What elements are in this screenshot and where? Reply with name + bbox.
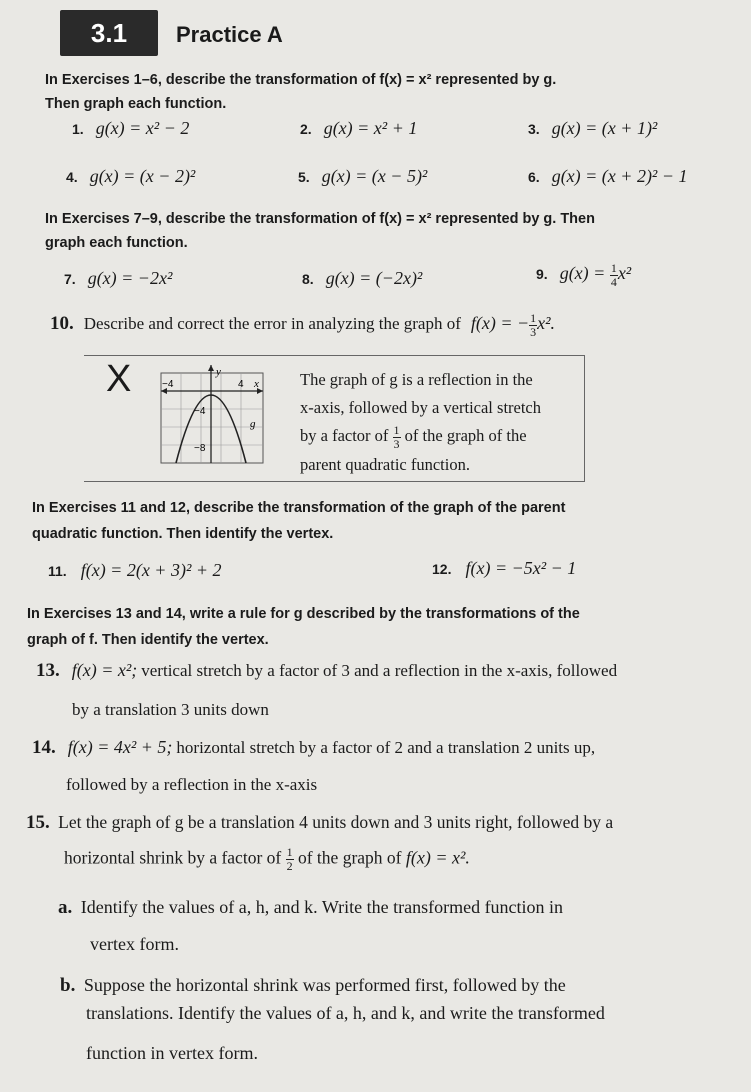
instructions-7-9-line2: graph each function.	[45, 235, 188, 251]
exercise-2	[300, 118, 417, 139]
exercise-expression-end: x².	[537, 313, 556, 334]
exercise-11	[48, 560, 222, 581]
exercise-number: 14.	[32, 737, 56, 758]
tick-label-neg4: −4	[162, 379, 174, 390]
exercise-1	[72, 118, 189, 139]
exercise-number: 9.	[536, 266, 548, 283]
exercise-6	[528, 166, 687, 187]
fraction	[529, 312, 537, 339]
fraction-numerator: 1	[530, 311, 537, 325]
exercise-expression-end: x²	[617, 263, 632, 284]
exercise-text: Let the graph of g be a translation 4 units down and 3 units right, followed by a	[58, 812, 614, 832]
tick-label-4: 4	[238, 379, 244, 390]
part-text: Suppose the horizontal shrink was performed first, followed by the	[83, 975, 566, 995]
instructions-13-14-line1: In Exercises 13 and 14, write a rule for g described by the transformations of the	[27, 606, 580, 622]
exercise-8	[302, 268, 422, 289]
tick-label-neg4-y: −4	[194, 406, 206, 417]
exercise-expression: f(x) = x²;	[71, 660, 138, 680]
error-explanation	[300, 366, 580, 479]
error-line-4: parent quadratic function.	[300, 454, 470, 474]
exercise-number: 2.	[300, 121, 312, 137]
exercise-expression: g(x) = (−2x)²	[325, 268, 423, 288]
exercise-number: 13.	[36, 660, 60, 681]
instructions-1-6-line2: Then graph each function.	[45, 96, 227, 112]
exercise-7	[64, 268, 172, 289]
exercise-number: 11.	[48, 563, 67, 579]
exercise-15b-line3: function in vertex form.	[86, 1043, 258, 1063]
fraction-denominator: 3	[530, 325, 537, 339]
exercise-expression: g(x) = (x + 1)²	[551, 118, 658, 138]
fraction	[286, 846, 294, 873]
exercise-14	[32, 737, 595, 759]
exercise-10	[50, 312, 555, 339]
fraction	[610, 262, 618, 289]
exercise-expression: g(x) = −2x²	[87, 268, 173, 288]
curve-label-g: g	[250, 418, 256, 430]
instructions-11-12-line1: In Exercises 11 and 12, describe the transformation of the graph of the parent	[32, 500, 566, 516]
instructions-1-6-line1: In Exercises 1–6, describe the transformation of f(x) = x² represented by g.	[45, 72, 557, 88]
part-label: a.	[58, 897, 73, 918]
exercise-number: 7.	[64, 271, 76, 287]
fraction-numerator: 1	[610, 261, 617, 275]
exercise-12	[432, 558, 576, 579]
error-line-3-end: of the graph of the	[404, 426, 527, 445]
error-mark-icon: X	[106, 358, 132, 400]
error-line-3	[300, 422, 580, 451]
instructions-11-12-line2: quadratic function. Then identify the vertex.	[32, 526, 334, 542]
exercise-expression-start: f(x) = −	[470, 313, 530, 334]
exercise-expression: f(x) = 2(x + 3)² + 2	[80, 560, 222, 580]
y-axis-label: y	[216, 366, 221, 378]
exercise-5	[298, 166, 427, 187]
exercise-number: 3.	[528, 121, 540, 137]
exercise-expression: f(x) = 4x² + 5;	[67, 737, 173, 757]
exercise-text-start: horizontal shrink by a factor of	[64, 847, 282, 868]
exercise-expression: g(x) = x² + 1	[323, 118, 418, 138]
fraction-denominator: 3	[393, 436, 400, 451]
exercise-4	[66, 166, 195, 187]
exercise-15	[26, 812, 613, 834]
fraction	[393, 424, 401, 451]
exercise-expression: g(x) = x² − 2	[95, 118, 190, 138]
exercise-3	[528, 118, 657, 139]
error-line-1: The graph of g is a reflection in the	[300, 370, 533, 389]
instructions-13-14-line2: graph of f. Then identify the vertex.	[27, 632, 269, 648]
error-line-3-start: by a factor of	[300, 426, 389, 445]
page-title: Practice A	[176, 22, 283, 47]
exercise-text: horizontal stretch by a factor of 2 and a translation 2 units up,	[176, 738, 596, 757]
exercise-number: 6.	[528, 169, 540, 185]
exercise-number: 4.	[66, 169, 78, 185]
exercise-15a-continued: vertex form.	[90, 934, 179, 954]
exercise-text-end: of the graph of	[297, 847, 402, 868]
error-graph	[158, 365, 268, 465]
x-axis-label: x	[254, 378, 259, 390]
exercise-expression: g(x) = (x + 2)² − 1	[551, 166, 688, 186]
exercise-number: 1.	[72, 121, 84, 137]
tick-label-neg8-y: −8	[194, 443, 206, 454]
section-number-badge: 3.1	[60, 10, 158, 56]
exercise-expression-start: g(x) =	[559, 263, 610, 284]
exercise-text: Describe and correct the error in analyzing the graph of	[83, 314, 461, 334]
exercise-number: 15.	[26, 812, 50, 833]
part-label: b.	[60, 975, 76, 996]
exercise-15b	[60, 975, 566, 997]
exercise-expression: g(x) = (x − 2)²	[89, 166, 196, 186]
exercise-15a	[58, 897, 563, 919]
exercise-expression: f(x) = −5x² − 1	[465, 558, 577, 578]
exercise-number: 5.	[298, 169, 310, 185]
exercise-number: 12.	[432, 561, 452, 577]
exercise-15b-line2: translations. Identify the values of a, h, and k, and write the transformed	[86, 1003, 605, 1023]
part-text: Identify the values of a, h, and k. Write the transformed function in	[80, 897, 564, 917]
exercise-number: 8.	[302, 271, 314, 287]
error-line-2: x-axis, followed by a vertical stretch	[300, 398, 541, 417]
exercise-text: vertical stretch by a factor of 3 and a reflection in the x-axis, followed	[141, 661, 618, 680]
fraction-denominator: 2	[286, 859, 293, 873]
exercise-14-continued: followed by a reflection in the x-axis	[66, 775, 318, 794]
exercise-number: 10.	[50, 313, 74, 335]
exercise-expression: g(x) = (x − 5)²	[321, 166, 428, 186]
exercise-9	[536, 262, 631, 289]
fraction-numerator: 1	[393, 422, 400, 437]
instructions-7-9-line1: In Exercises 7–9, describe the transformation of f(x) = x² represented by g. Then	[45, 211, 595, 227]
fraction-denominator: 4	[610, 275, 617, 289]
exercise-expression: f(x) = x².	[405, 847, 470, 868]
fraction-numerator: 1	[286, 845, 293, 859]
exercise-13-continued: by a translation 3 units down	[72, 700, 269, 719]
exercise-15-line2	[64, 846, 470, 873]
exercise-13	[36, 660, 617, 682]
